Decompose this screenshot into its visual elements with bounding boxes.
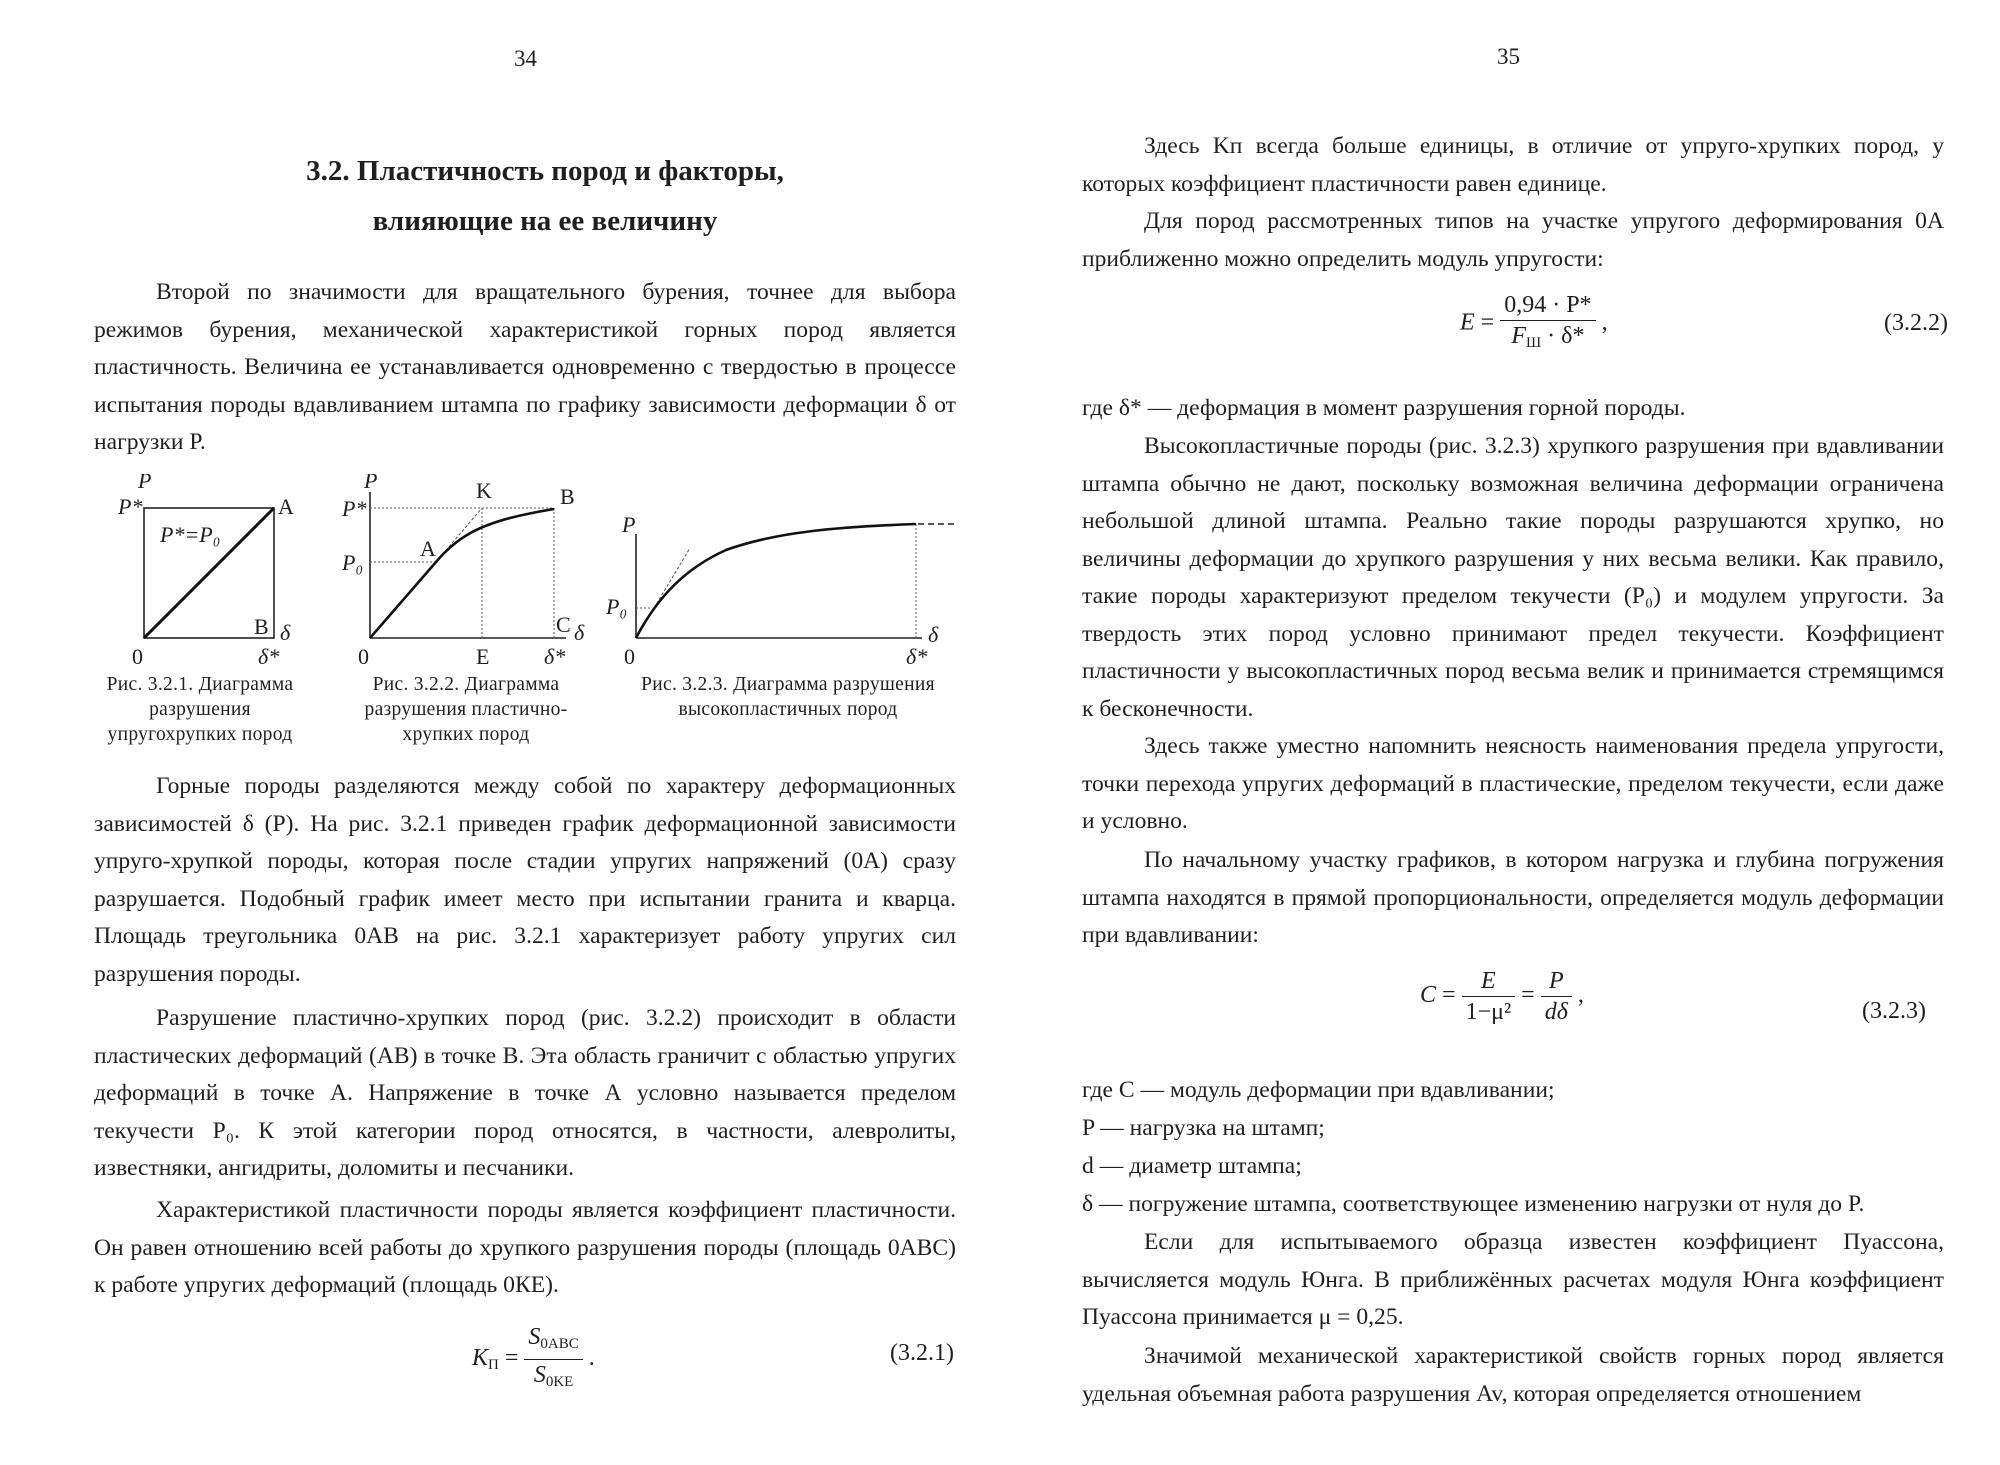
figure-3-2-2 bbox=[340, 474, 600, 674]
axis-label-pstar: P* bbox=[342, 496, 367, 521]
point-label-c: C bbox=[556, 612, 571, 637]
origin-label: 0 bbox=[358, 644, 369, 669]
paragraph: Второй по значимости для вращательного бурения, точнее для выбора режимов бурения, механической характеристикой горных пород является пластичность. Величина ее устанавливается одновременно с твердостью в процессе испытания породы вдавливанием штампа по графику зависимости деформации δ от нагрузки P. bbox=[94, 279, 956, 455]
axis-label-p: P bbox=[138, 474, 152, 493]
paragraph: Здесь Kп всегда больше единицы, в отличие от упруго-хрупких пород, у которых коэффициент пластичности равен единице. bbox=[1082, 133, 1944, 197]
axis-label-p0: P₀ bbox=[342, 550, 364, 575]
axis-label-p: P bbox=[622, 512, 636, 537]
paragraph: Здесь также уместно напомнить неясность наименования предела упругости, точки перехода упругих деформаций в пластические, пределом текучести, если даже и условно. bbox=[1082, 733, 1944, 834]
axis-label-delta: δ bbox=[574, 620, 585, 645]
formula-fraction bbox=[1541, 966, 1572, 1027]
formula-trail: , bbox=[1577, 982, 1584, 1009]
definition-line: где C — модуль деформации при вдавливании; bbox=[1082, 1077, 1555, 1103]
definition-line: P — нагрузка на штамп; bbox=[1082, 1115, 1325, 1141]
formula-fraction bbox=[1500, 290, 1595, 358]
point-label-e: E bbox=[476, 644, 490, 669]
definition-line: d — диаметр штампа; bbox=[1082, 1153, 1302, 1179]
axis-label-p0: P₀ bbox=[606, 594, 628, 619]
formula-eq: = bbox=[1442, 982, 1456, 1009]
formula-lhs-sub: П bbox=[488, 1357, 499, 1374]
figure-caption: Рис. 3.2.1. Диаграмма разрушения упругохрупких пород bbox=[106, 674, 294, 745]
paragraph: Разрушение пластично-хрупких пород (рис. 3.2.2) происходит в области пластических деформаций (АВ) в точке В. Эта область граничит с областью упругих деформаций в точке А. Напряжение в точке А условно называется пределом текучести P₀. К этой категории пород относятся, в частности, алевролиты, известняки, ангидриты, доломиты и песчаники. bbox=[94, 1005, 956, 1181]
deformation-curve bbox=[636, 524, 916, 638]
paragraph: Если для испытываемого образца известен коэффициент Пуассона, вычисляется модуль Юнга. В приближённых расчетах модуля Юнга коэффициент Пуассона принимается μ = 0,25. bbox=[1082, 1229, 1944, 1330]
formula-num: S bbox=[528, 1324, 541, 1350]
formula-den-sub: 0KE bbox=[545, 1374, 574, 1390]
formula-lhs: K bbox=[472, 1345, 489, 1372]
heading-line: влияющие на ее величину bbox=[372, 205, 718, 237]
figure-caption: Рис. 3.2.3. Диаграмма разрушения высокопластичных пород bbox=[641, 674, 935, 720]
axis-label-deltastar: δ* bbox=[906, 644, 928, 669]
formula-num-sub: 0ABC bbox=[540, 1336, 579, 1352]
origin-label: 0 bbox=[132, 644, 143, 669]
axis-label-p: P bbox=[364, 474, 378, 493]
formula-den-a: F bbox=[1511, 323, 1526, 349]
annotation-pstar-eq-p0: P*=P₀ bbox=[160, 522, 221, 547]
formula-trail: , bbox=[1601, 309, 1608, 336]
figure-3-2-3 bbox=[606, 510, 966, 670]
formula-3-2-3 bbox=[1420, 966, 1940, 1027]
point-label-b: B bbox=[254, 614, 269, 639]
formula-num: E bbox=[1462, 966, 1516, 997]
formula-3-2-2 bbox=[1460, 290, 1948, 358]
formula-num: 0,94 · P* bbox=[1500, 290, 1595, 321]
point-label-b: B bbox=[560, 484, 575, 509]
point-label-a: A bbox=[420, 536, 436, 561]
definition-line: δ — погружение штампа, соответствующее изменению нагрузки от нуля до P. bbox=[1082, 1191, 1865, 1217]
deformation-curve bbox=[370, 509, 554, 638]
heading-line: 3.2. Пластичность пород и факторы, bbox=[306, 155, 784, 187]
formula-eq: = bbox=[1480, 309, 1495, 336]
formula-number: (3.2.1) bbox=[890, 1340, 954, 1366]
page-number: 35 bbox=[1497, 44, 1520, 69]
figure-3-2-2-diagram bbox=[340, 474, 600, 674]
paragraph: где δ* — деформация в момент разрушения горной породы. bbox=[1082, 395, 1686, 421]
axis-label-delta: δ bbox=[280, 620, 291, 645]
formula-eq: = bbox=[1521, 982, 1535, 1009]
formula-den-a-sub: Ш bbox=[1526, 335, 1542, 351]
axis-label-delta: δ bbox=[928, 622, 939, 647]
axis-label-deltastar: δ* bbox=[258, 644, 280, 669]
formula-eq: = bbox=[504, 1345, 519, 1372]
formula-trail: . bbox=[588, 1345, 595, 1372]
paragraph: Значимой механической характеристикой свойств горных пород является удельная объемная работа разрушения Av, которая определяется отношением bbox=[1082, 1343, 1944, 1407]
axis-label-pstar: P* bbox=[118, 494, 143, 519]
paragraph: Высокопластичные породы (рис. 3.2.3) хрупкого разрушения при вдавливании штампа обычно не дают, поскольку возможная величина деформации ограничена небольшой длиной штампа. Реально такие породы разрушаются хрупко, но величины деформации до хрупкого разрушения у них весьма велики. Как правило, такие породы характеризуют пределом текучести (P₀) и модулем упругости. За твердость этих пород условно принимают предел текучести. Коэффициент пластичности у высокопластичных пород весьма велик и принимается стремящимся к бесконечности. bbox=[1082, 433, 1944, 722]
formula-3-2-1 bbox=[472, 1322, 962, 1397]
formula-num: P bbox=[1541, 966, 1572, 997]
page-number: 34 bbox=[514, 46, 537, 71]
paragraph: Горные породы разделяются между собой по характеру деформационных зависимостей δ (P). На рис. 3.2.1 приведен график деформационной зависимости упруго-хрупкой породы, которая после стадии упругих напряжений (0А) сразу разрушается. Подобный график имеет место при испытании гранита и кварца. Площадь треугольника 0АВ на рис. 3.2.1 характеризует работу упругих сил разрушения породы. bbox=[94, 773, 956, 987]
formula-fraction bbox=[524, 1322, 582, 1397]
point-label-a: A bbox=[278, 494, 294, 519]
formula-lhs: E bbox=[1460, 309, 1475, 336]
axis-label-deltastar: δ* bbox=[544, 644, 566, 669]
paragraph: По начальному участку графиков, в котором нагрузка и глубина погружения штампа находятся в прямой пропорциональности, определяется модуль деформации при вдавливании: bbox=[1082, 847, 1944, 948]
paragraph: Для пород рассмотренных типов на участке упругого деформирования 0А приближенно можно определить модуль упругости: bbox=[1082, 208, 1944, 272]
formula-number: (3.2.2) bbox=[1884, 310, 1948, 336]
point-label-k: K bbox=[476, 478, 492, 503]
formula-den: S bbox=[533, 1362, 546, 1388]
origin-label: 0 bbox=[624, 644, 635, 669]
figure-3-2-1 bbox=[108, 474, 308, 674]
paragraph: Характеристикой пластичности породы является коэффициент пластичности. Он равен отношению всей работы до хрупкого разрушения породы (площадь 0АВС) к работе упругих деформаций (площадь 0КЕ). bbox=[94, 1197, 956, 1298]
figure-3-2-3-diagram bbox=[606, 510, 966, 670]
formula-number: (3.2.3) bbox=[1862, 998, 1926, 1024]
figure-3-2-1-diagram bbox=[108, 474, 308, 674]
formula-lhs: C bbox=[1420, 982, 1437, 1009]
section-heading bbox=[160, 146, 930, 246]
formula-den-b: · δ* bbox=[1541, 323, 1585, 349]
formula-fraction bbox=[1462, 966, 1516, 1027]
formula-den: 1−μ² bbox=[1465, 999, 1512, 1025]
formula-den: dδ bbox=[1544, 999, 1568, 1025]
figure-caption: Рис. 3.2.2. Диаграмма разрушения пластично-хрупких пород bbox=[364, 674, 568, 745]
